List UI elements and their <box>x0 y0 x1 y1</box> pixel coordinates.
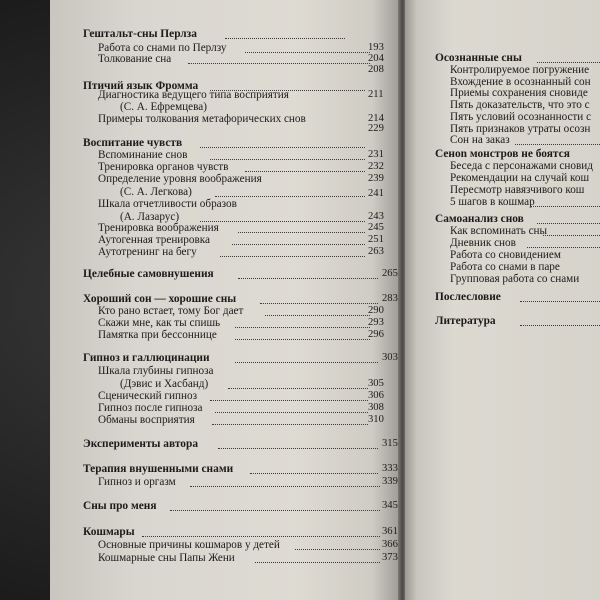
leader-dots <box>260 303 378 304</box>
section-title: Эксперименты автора <box>83 438 199 450</box>
toc-item: Тренировка органов чувств <box>98 161 229 173</box>
page-number: 241 <box>368 188 384 199</box>
toc-item: Шкала глубины гипноза <box>98 365 214 377</box>
leader-dots <box>228 388 368 389</box>
leader-dots <box>218 448 378 449</box>
toc-item: Пять доказательств, что это с <box>450 99 590 111</box>
toc-item: Диагностика ведущего типа восприятия <box>98 89 289 101</box>
section-title: Кошмары <box>83 526 135 538</box>
section-title: Целебные самовнушения <box>83 268 214 280</box>
toc-item: Вспоминание снов <box>98 149 188 161</box>
toc-item: Контролируемое погружение <box>450 64 590 76</box>
leader-dots <box>543 235 600 236</box>
leader-dots <box>245 171 365 172</box>
toc-item: Пять признаков утраты осозн <box>450 123 591 135</box>
page-number: 265 <box>382 268 398 279</box>
page-number: 339 <box>382 476 398 487</box>
page-number: 231 <box>368 149 384 160</box>
leader-dots <box>188 63 370 64</box>
leader-dots <box>515 144 600 145</box>
toc-item: Гипноз после гипноза <box>98 402 203 414</box>
toc-item: Шкала отчетливости образов <box>98 198 237 210</box>
page-number: 232 <box>368 161 384 172</box>
toc-item: Аутогенная тренировка <box>98 234 210 246</box>
toc-item: Толкование сна <box>98 53 172 65</box>
left-page <box>50 0 400 600</box>
page-number: 310 <box>368 414 384 425</box>
leader-dots <box>142 536 380 537</box>
leader-dots <box>215 412 368 413</box>
section-title: Сеноn монстров не боятся <box>435 148 570 160</box>
toc-item: Вхождение в осознанный сон <box>450 76 591 88</box>
page-number: 251 <box>368 234 384 245</box>
page-number: 263 <box>368 246 384 257</box>
leader-dots <box>527 247 600 248</box>
toc-item: Основные причины кошмаров у детей <box>98 539 280 551</box>
toc-item: Тренировка воображения <box>98 222 219 234</box>
leader-dots <box>537 62 600 63</box>
leader-dots <box>238 278 378 279</box>
toc-item: Работа со снами по Перлзу <box>98 42 227 54</box>
toc-item: Приемы сохранения сновиде <box>450 87 588 99</box>
toc-item: Рекомендации на случай кош <box>450 172 590 184</box>
leader-dots <box>245 52 370 53</box>
leader-dots <box>232 244 365 245</box>
leader-dots <box>200 147 365 148</box>
section-title: Осознанные сны <box>435 52 522 64</box>
page-number: 296 <box>368 329 384 340</box>
page-number: 243 <box>368 211 384 222</box>
leader-dots <box>520 325 600 326</box>
section-title: Птичий язык Фромма <box>83 80 199 92</box>
toc-item: Дневник снов <box>450 237 516 249</box>
leader-dots <box>210 400 368 401</box>
toc-item: Примеры толкования метафорических снов <box>98 113 306 125</box>
page-number: 306 <box>368 390 384 401</box>
page-number: 208 <box>368 64 384 75</box>
toc-item: Пять условий осознанности с <box>450 111 592 123</box>
toc-item: Беседа с персонажами сновид <box>450 160 593 172</box>
page-number: 305 <box>368 378 384 389</box>
right-page <box>405 0 600 600</box>
section-title: Литература <box>435 315 496 327</box>
toc-item: (С. А. Легкова) <box>120 186 192 198</box>
page-number: 290 <box>368 305 384 316</box>
toc-item: Работа со снами в паре <box>450 261 560 273</box>
toc-item: Гипноз и оргазм <box>98 476 176 488</box>
leader-dots <box>255 562 380 563</box>
toc-item: Сценический гипноз <box>98 390 197 402</box>
toc-item: Кто рано встает, тому Бог дает <box>98 305 244 317</box>
leader-dots <box>170 510 380 511</box>
leader-dots <box>520 301 600 302</box>
toc-item: Пересмотр навязчивого кош <box>450 184 585 196</box>
page-number: 315 <box>382 438 398 449</box>
toc-item: Обманы восприятия <box>98 414 195 426</box>
leader-dots <box>235 327 370 328</box>
page-number: 366 <box>382 539 398 550</box>
leader-dots <box>537 223 600 224</box>
toc-item: Аутотренинг на бегу <box>98 246 197 258</box>
page-number: 204 <box>368 53 384 64</box>
leader-dots <box>265 315 370 316</box>
leader-dots <box>215 196 365 197</box>
leader-dots <box>235 339 370 340</box>
section-title: Гипноз и галлюцинации <box>83 352 210 364</box>
page-number: 303 <box>382 352 398 363</box>
leader-dots <box>250 473 378 474</box>
leader-dots <box>225 38 345 39</box>
page-number: 229 <box>368 123 384 134</box>
page-number: 239 <box>368 173 384 184</box>
leader-dots <box>295 549 380 550</box>
leader-dots <box>212 424 368 425</box>
page-number: 193 <box>368 42 384 53</box>
toc-item: Памятка при бессоннице <box>98 329 217 341</box>
toc-item: Сон на заказ <box>450 134 510 146</box>
page-number: 308 <box>368 402 384 413</box>
toc-item: (Дэвис и Хасбанд) <box>120 378 209 390</box>
page-number: 333 <box>382 463 398 474</box>
page-number: 211 <box>368 89 384 100</box>
section-title: Сны про меня <box>83 500 157 512</box>
page-number: 373 <box>382 552 398 563</box>
leader-dots <box>530 206 600 207</box>
leader-dots <box>235 362 378 363</box>
toc-item: Как вспоминать сны <box>450 225 548 237</box>
page-number: 345 <box>382 500 398 511</box>
toc-item: (С. А. Ефремцева) <box>120 101 207 113</box>
toc-item: Определение уровня воображения <box>98 173 262 185</box>
section-title: Самоанализ снов <box>435 213 524 225</box>
toc-item: Работа со сновидением <box>450 249 561 261</box>
toc-item: (А. Лазарус) <box>120 211 180 223</box>
section-title: Терапия внушенными снами <box>83 463 234 475</box>
page-number: 214 <box>368 113 384 124</box>
leader-dots <box>210 159 365 160</box>
section-title: Послесловие <box>435 291 501 303</box>
toc-item: Кошмарные сны Папы Жени <box>98 552 235 564</box>
toc-item: 5 шагов в кошмар <box>450 196 535 208</box>
section-title: Хороший сон — хорошие сны <box>83 293 237 305</box>
leader-dots <box>200 221 365 222</box>
page-number: 245 <box>368 222 384 233</box>
toc-item: Групповая работа со снами <box>450 273 580 285</box>
page-number: 293 <box>368 317 384 328</box>
page-number: 361 <box>382 526 398 537</box>
leader-dots <box>190 486 380 487</box>
leader-dots <box>238 232 365 233</box>
section-title: Гештальт-сны Перлза <box>83 28 197 40</box>
toc-item: Скажи мне, как ты спишь <box>98 317 221 329</box>
page-number: 283 <box>382 293 398 304</box>
section-title: Воспитание чувств <box>83 137 183 149</box>
leader-dots <box>220 256 365 257</box>
